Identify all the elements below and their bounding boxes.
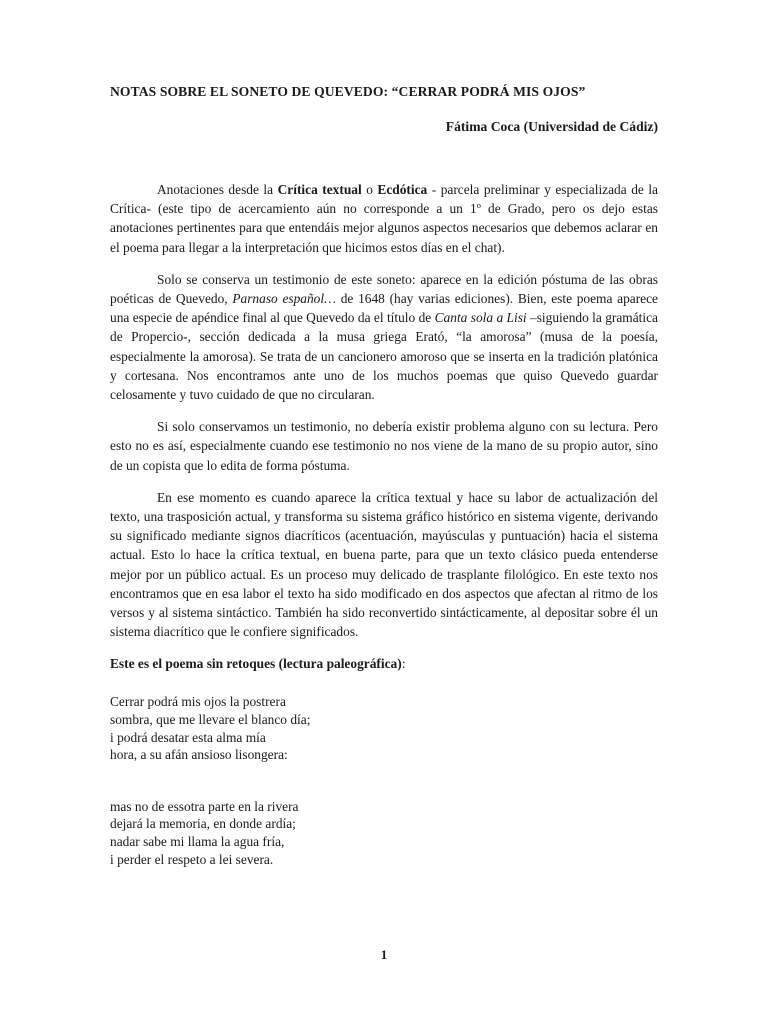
poem-verse: Cerrar podrá mis ojos la postrera bbox=[110, 694, 286, 710]
author-line: Fátima Coca (Universidad de Cádiz) bbox=[445, 119, 658, 134]
paragraph-2 bbox=[110, 270, 658, 404]
paragraph-1-text-b: o bbox=[361, 182, 378, 197]
poem-heading bbox=[110, 654, 658, 673]
poem-stanza-2 bbox=[110, 798, 658, 868]
paragraph-2-text-a: Solo se conserva un testimonio de este soneto: aparece en la edición póstuma de las obras poéticas de Quevedo, bbox=[110, 271, 658, 307]
poem-heading-colon: : bbox=[401, 656, 406, 672]
paragraph-1-text-c: - parcela preliminar y especializada de la Crítica- (este tipo de acercamiento aún no corresponde a un 1º de Grado, pero os dejo estas anotaciones pertinentes para que entendáis mejor algunos aspectos necesarios que debemos aclarar en el poema para llegar a la interpretación que hicimos estos días en el chat). bbox=[110, 182, 658, 255]
poem-stanza-1 bbox=[110, 693, 658, 763]
body-text bbox=[110, 180, 658, 902]
paragraph-1 bbox=[110, 180, 658, 257]
poem-verse: dejará la memoria, en donde ardía; bbox=[110, 816, 296, 832]
poem-heading-bold: Este es el poema sin retoques (lectura paleográfica) bbox=[110, 656, 402, 672]
page-number: 1 bbox=[380, 947, 388, 962]
section-title-canta-sola: Canta sola a Lisi bbox=[434, 310, 527, 326]
document-title: NOTAS SOBRE EL SONETO DE QUEVEDO: “CERRAR PODRÁ MIS OJOS” bbox=[110, 84, 586, 99]
poem-verse: nadar sabe mi llama la agua fría, bbox=[110, 834, 285, 850]
poem-verse: i perder el respeto a lei severa. bbox=[110, 851, 274, 867]
work-title-parnaso: Parnaso español… bbox=[232, 291, 337, 307]
paragraph-4: En ese momento es cuando aparece la crítica textual y hace su labor de actualización del texto, una trasposición actual, y transforma su sistema gráfico histórico en sistema vigente, derivando su significado mediante signos diacríticos (acentuación, mayúsculas y puntuación) hacia el sistema actual. Esto lo hace la crítica textual, en buena parte, para que un texto clásico pueda entenderse mejor por un público actual. Es un proceso muy delicado de trasplante filológico. En este texto nos encontramos que en esa labor el texto ha sido modificado en dos aspectos que afectan al ritmo de los versos y al sistema sintáctico. También ha sido reconvertido sintácticamente, al depositar sobre él un sistema diacrítico que le confiere significados. bbox=[110, 489, 658, 640]
term-ecdotica: Ecdótica bbox=[377, 182, 428, 197]
term-critica-textual: Crítica textual bbox=[277, 182, 362, 197]
paragraph-3: Si solo conservamos un testimonio, no debería existir problema alguno con su lectura. Pero esto no es así, especialmente cuando ese testimonio no nos viene de la mano de su propio autor, sino de un copista que lo edita de forma póstuma. bbox=[110, 419, 658, 473]
poem-verse: hora, a su afán ansioso lisongera: bbox=[110, 747, 288, 763]
poem-verse: sombra, que me llevare el blanco día; bbox=[110, 712, 311, 728]
paragraph-1-text-a: Anotaciones desde la bbox=[157, 182, 278, 197]
paragraph-2-text-b: de 1648 (hay varias ediciones). Bien, este poema aparece una especie de apéndice final al que Quevedo da el título de bbox=[110, 291, 659, 326]
poem-verse: mas no de essotra parte en la rivera bbox=[110, 798, 299, 814]
paragraph-2-text-c: –siguiendo la gramática de Propercio-, sección dedicada a la musa griega Erató, “la amorosa” (musa de la poesía, especialmente la amorosa). Se trata de un cancionero amoroso que se inserta en la tradición platónica y cortesana. Nos encontramos ante uno de los muchos poemas que quiso Quevedo guardar celosamente y tuvo cuidado de que no circularan. bbox=[110, 310, 658, 403]
poem-verse: i podrá desatar esta alma mía bbox=[110, 729, 266, 745]
